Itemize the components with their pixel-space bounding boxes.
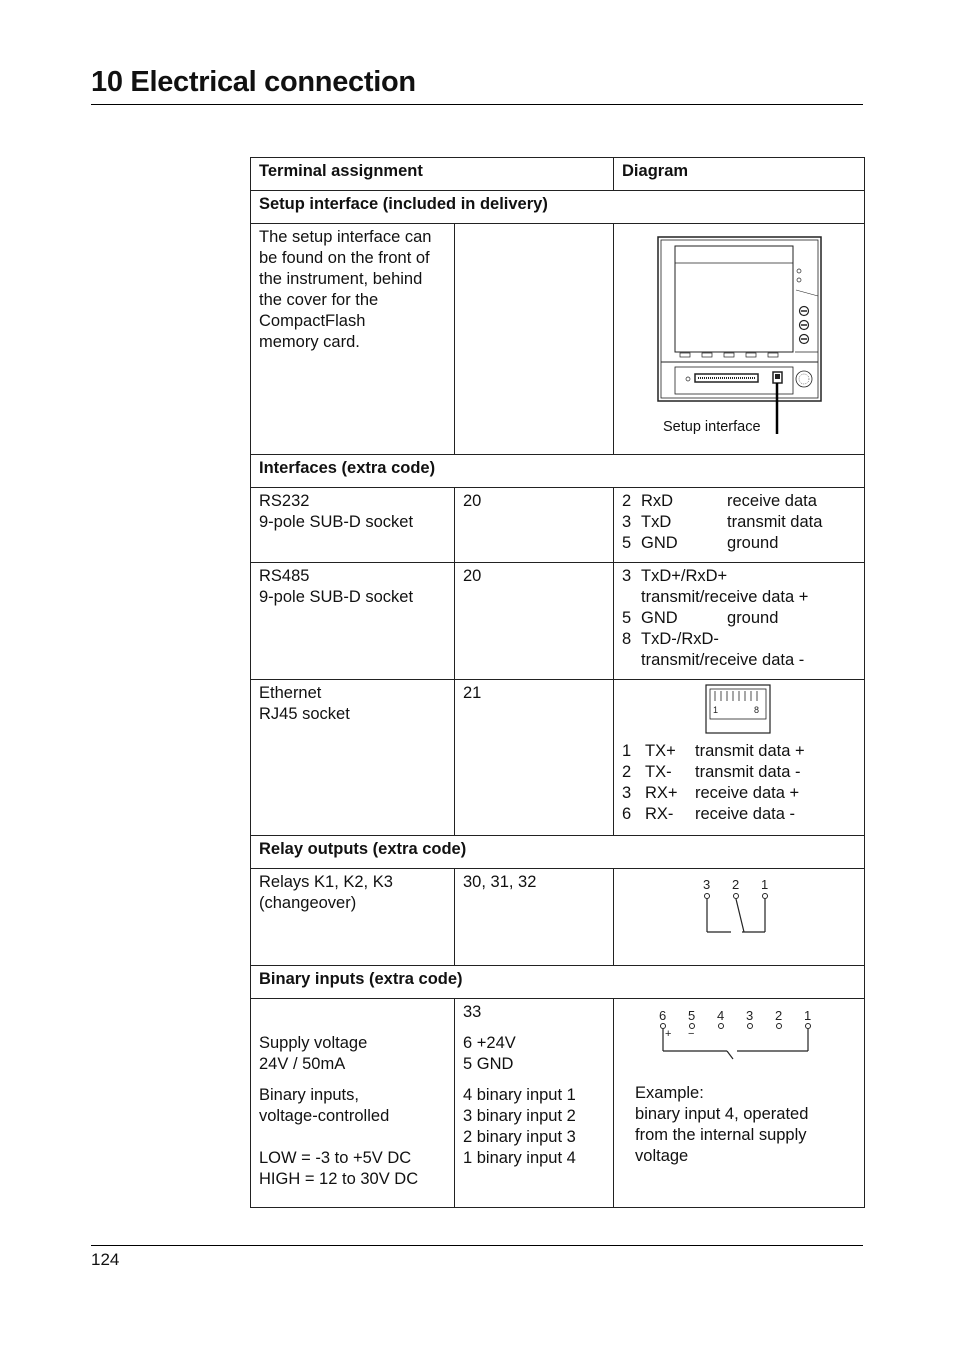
ethernet-name: Ethernet RJ45 socket — [251, 680, 455, 836]
list-item: 6 RX- receive data - — [622, 805, 795, 823]
section-title-setup: Setup interface (included in delivery) — [251, 191, 865, 224]
ethernet-pins — [614, 680, 865, 836]
table-row-relay — [251, 869, 865, 966]
rs232-pins — [614, 488, 865, 563]
minus-sign: − — [688, 1028, 695, 1040]
table-row-binary — [251, 999, 865, 1208]
instrument-front-diagram — [614, 224, 865, 448]
binary-diagram-cell — [614, 999, 865, 1208]
list-item: 2 RxD receive data — [622, 492, 817, 510]
rs485-pins: 3 TxD+/RxD+ transmit/receive data + 5 GND ground 8 TxD-/RxD- transmit/receive data - — [614, 563, 865, 680]
terminal-label-6: 6 — [659, 1008, 667, 1023]
rj45-pin-8-label: 8 — [754, 705, 760, 715]
list-item: 3 TxD transmit data — [622, 513, 823, 531]
section-title-binary: Binary inputs (extra code) — [251, 966, 865, 999]
terminal-label-5: 5 — [688, 1008, 696, 1023]
setup-diagram-cell — [614, 224, 865, 455]
relay-label-2: 2 — [732, 877, 740, 892]
col-diagram-header: Diagram — [614, 158, 865, 191]
table-row-rs232 — [251, 488, 865, 563]
page-title: 10 Electrical connection — [91, 66, 416, 98]
rs485-terminal: 20 — [455, 563, 614, 680]
terminal-label-2: 2 — [775, 1008, 783, 1023]
section-row-interfaces — [251, 455, 865, 488]
table-header-row — [251, 158, 865, 191]
rs485-name: RS485 9-pole SUB-D socket — [251, 563, 455, 680]
page-number: 124 — [91, 1250, 120, 1269]
relay-changeover-diagram — [614, 869, 865, 959]
col-terminal-header: Terminal assignment — [251, 158, 614, 191]
list-item: 1 TX+ transmit data + — [622, 742, 805, 760]
header-rule — [91, 104, 863, 105]
binary-terminals: 33 6 +24V 5 GND 4 binary input 1 3 binary input 2 2 binary input 3 1 binary input 4 — [455, 999, 614, 1208]
binary-description: Supply voltage 24V / 50mA Binary inputs, voltage-controlled LOW = -3 to +5V DC HIGH = 12 to 30V DC — [251, 999, 455, 1208]
section-row-setup — [251, 191, 865, 224]
footer-rule — [91, 1245, 863, 1246]
setup-terminal-empty — [455, 224, 614, 455]
setup-description: The setup interface can be found on the front of the instrument, behind the cover for the CompactFlash memory card. — [251, 224, 455, 455]
terminal-table — [250, 157, 865, 1208]
section-row-relay — [251, 836, 865, 869]
list-item: 3 TxD+/RxD+ — [622, 567, 728, 585]
rj45-socket-icon — [622, 683, 857, 735]
section-title-interfaces: Interfaces (extra code) — [251, 455, 865, 488]
list-item: 3 RX+ receive data + — [622, 784, 800, 802]
terminal-label-1: 1 — [804, 1008, 812, 1023]
rs232-name: RS232 9-pole SUB-D socket — [251, 488, 455, 563]
binary-input-diagram — [614, 999, 865, 1067]
list-item: 8 TxD-/RxD- — [622, 630, 719, 648]
relay-terminal: 30, 31, 32 — [455, 869, 614, 966]
plus-sign: + — [665, 1028, 672, 1040]
relay-label-3: 3 — [703, 877, 711, 892]
binary-example: Example: binary input 4, operated from the internal supply voltage — [635, 1084, 809, 1165]
ethernet-terminal: 21 — [455, 680, 614, 836]
section-row-binary — [251, 966, 865, 999]
relay-name: Relays K1, K2, K3 (changeover) — [251, 869, 455, 966]
terminal-label-4: 4 — [717, 1008, 725, 1023]
table-row-rs485 — [251, 563, 865, 680]
table-row-setup — [251, 224, 865, 455]
list-item: 5 GND ground — [622, 609, 779, 627]
list-item: 5 GND ground — [622, 534, 779, 552]
table-row-ethernet — [251, 680, 865, 836]
rj45-pin-1-label: 1 — [713, 705, 719, 715]
relay-label-1: 1 — [761, 877, 769, 892]
list-item: 2 TX- transmit data - — [622, 763, 801, 781]
rs232-terminal: 20 — [455, 488, 614, 563]
setup-interface-label: Setup interface — [663, 419, 761, 435]
relay-diagram-cell — [614, 869, 865, 966]
section-title-relay: Relay outputs (extra code) — [251, 836, 865, 869]
terminal-label-3: 3 — [746, 1008, 754, 1023]
